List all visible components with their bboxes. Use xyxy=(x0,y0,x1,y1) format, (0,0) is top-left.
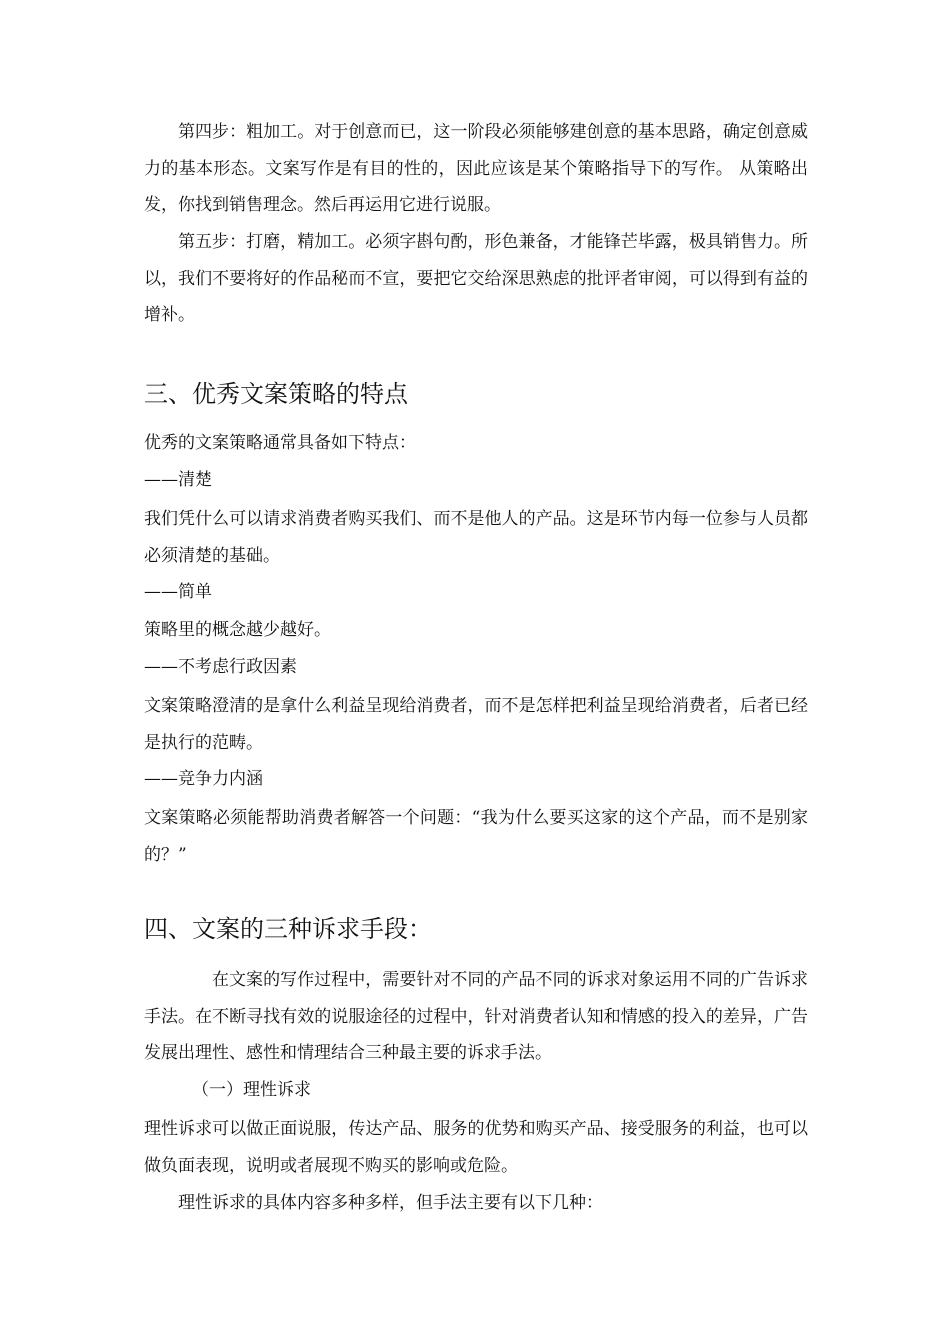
paragraph-step-five: 第五步：打磨，精加工。必须字斟句酌，形色兼备，才能锋芒毕露，极具销售力。所以，我们不要将好的作品秘而不宣，要把它交给深思熟虑的批评者审阅，可以得到有益的增补。 xyxy=(144,232,808,325)
section-three-intro: 优秀的文案策略通常具备如下特点： xyxy=(144,433,416,453)
subsection-rational-body: 理性诉求可以做正面说服，传达产品、服务的优势和购买产品、接受服务的利益，也可以做负面表现，说明或者展现不购买的影响或危险。 xyxy=(144,1119,808,1176)
section-four-intro: 在文案的写作过程中，需要针对不同的产品不同的诉求对象运用不同的广告诉求手法。在不断寻找有效的说服途径的过程中，针对消费者认知和情感的投入的差异，广告发展出理性、感性和情理结合三种最主要的诉求手法。 xyxy=(144,970,808,1063)
subsection-rational-methods: 理性诉求的具体内容多种多样，但手法主要有以下几种： xyxy=(178,1193,603,1213)
subsection-rational-title: （一）理性诉求 xyxy=(192,1080,311,1100)
section-three-heading: 三、优秀文案策略的特点 xyxy=(144,380,408,408)
trait-title-no-admin: ——不考虑行政因素 xyxy=(144,657,297,677)
trait-body-clear: 我们凭什么可以请求消费者购买我们、而不是他人的产品。这是环节内每一位参与人员都必须清楚的基础。 xyxy=(144,509,808,566)
section-four-heading: 四、文案的三种诉求手段： xyxy=(144,915,432,943)
trait-title-competitive: ——竞争力内涵 xyxy=(144,769,263,789)
trait-title-clear: ——清楚 xyxy=(144,470,212,490)
trait-body-simple: 策略里的概念越少越好。 xyxy=(144,620,331,640)
trait-body-competitive: 文案策略必须能帮助消费者解答一个问题：“我为什么要买这家的这个产品，而不是别家的？” xyxy=(144,808,808,865)
paragraph-step-four: 第四步：粗加工。对于创意而已，这一阶段必须能够建创意的基本思路，确定创意威力的基本形态。文案写作是有目的性的，因此应该是某个策略指导下的写作。 从策略出发，你找到销售理念。然后再运用它进行说服。 xyxy=(144,122,808,215)
trait-title-simple: ——简单 xyxy=(144,582,212,602)
trait-body-no-admin: 文案策略澄清的是拿什么利益呈现给消费者，而不是怎样把利益呈现给消费者，后者已经是执行的范畴。 xyxy=(144,696,808,753)
